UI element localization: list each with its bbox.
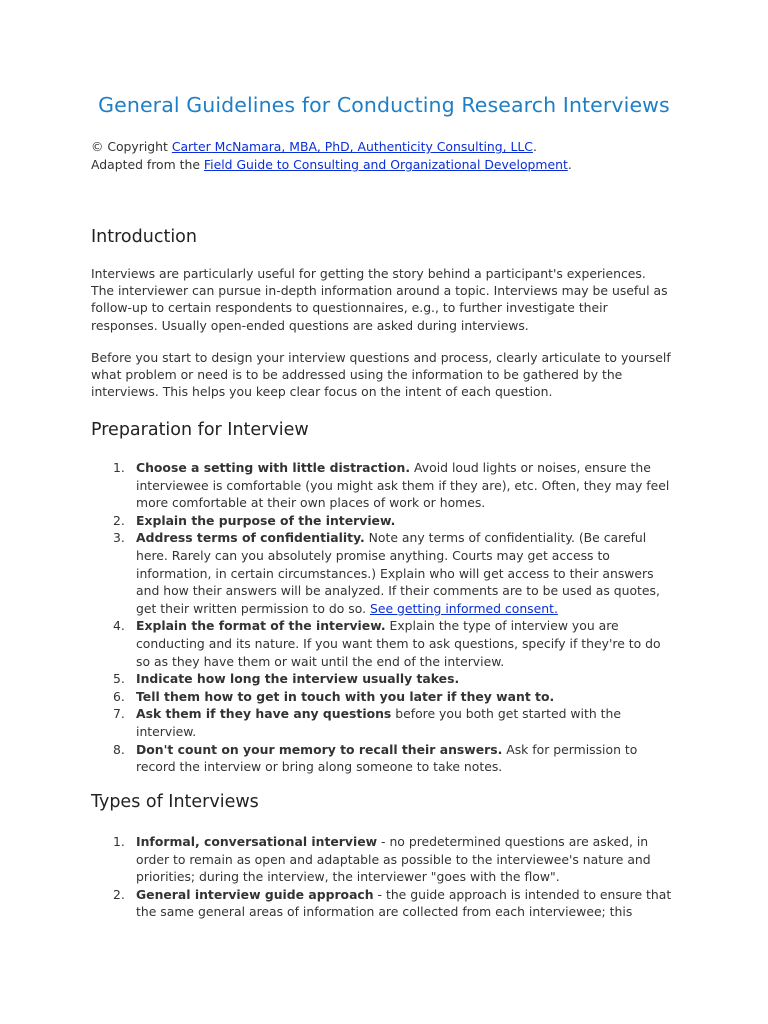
list-item xyxy=(91,617,677,670)
list-item-title: Indicate how long the interview usually takes. xyxy=(136,671,460,687)
informed-consent-link[interactable]: See getting informed consent. xyxy=(369,600,558,616)
list-item-title: Don't count on your memory to recall their answers. xyxy=(136,741,503,757)
author-link[interactable]: Carter McNamara, MBA, PhD, Authenticity Consulting, LLC xyxy=(171,139,533,154)
list-item-title: Tell them how to get in touch with you later if they want to. xyxy=(136,688,555,704)
list-item-title: Explain the purpose of the interview. xyxy=(136,512,396,528)
adapted-line xyxy=(91,156,572,174)
list-number: 1. xyxy=(113,834,125,849)
intro-paragraph-1: Interviews are particularly useful for getting the story behind a participant's experiences. The interviewer can pursue in-depth information around a topic. Interviews may be useful as follow-up to certain respondents to questionnaires, e.g., to further investigate their responses. Usually open-ended questions are asked during interviews. xyxy=(91,266,668,333)
list-item xyxy=(91,688,677,706)
adapted-prefix: Adapted from the xyxy=(91,157,204,172)
list-item-text: Ask for permission to record the interview or bring along someone to take notes. xyxy=(136,741,638,775)
list-item-title: Address terms of confidentiality. xyxy=(136,530,365,546)
adapted-suffix: . xyxy=(567,157,572,172)
list-item-text: Note any terms of confidentiality. (Be careful here. Rarely can you absolutely promise anything. Courts may get access to information, in certain circumstances.) Explain who will get access to their answers and how their answers will be analyzed. If their comments are to be used as quotes, get their written permission to do so. xyxy=(136,530,660,616)
attribution xyxy=(91,138,572,174)
list-item-text: Avoid loud lights or noises, ensure the interviewee is comfortable (you might ask them if they are), etc. Often, they may feel more comfortable at their own places of work or homes. xyxy=(136,460,670,511)
list-item xyxy=(91,833,677,886)
list-item-text: - no predetermined questions are asked, in order to remain as open and adaptable as possible to the interviewee's nature and priorities; during the interview, the interviewer "goes with the flow". xyxy=(136,834,651,885)
page-title: General Guidelines for Conducting Research Interviews xyxy=(98,93,670,117)
preparation-list xyxy=(91,459,677,776)
list-number: 5. xyxy=(113,671,125,687)
types-heading: Types of Interviews xyxy=(91,792,259,812)
copyright-prefix: © Copyright xyxy=(91,139,172,154)
list-number: 1. xyxy=(113,460,125,475)
introduction-heading: Introduction xyxy=(91,227,197,247)
list-item xyxy=(91,705,677,740)
list-item-title: Choose a setting with little distraction. xyxy=(136,460,411,475)
list-item-title: General interview guide approach xyxy=(136,886,374,902)
field-guide-link[interactable]: Field Guide to Consulting and Organizational Development xyxy=(203,157,568,172)
list-item xyxy=(91,886,677,921)
list-item-title: Informal, conversational interview xyxy=(136,834,378,849)
list-item xyxy=(91,512,677,530)
list-number: 6. xyxy=(113,688,125,704)
list-item-title: Ask them if they have any questions xyxy=(136,706,392,722)
list-item xyxy=(91,459,677,512)
list-item xyxy=(91,741,677,776)
copyright-line xyxy=(91,138,572,156)
preparation-heading: Preparation for Interview xyxy=(91,420,309,440)
intro-paragraph-2: Before you start to design your interview questions and process, clearly articulate to yourself what problem or need is to be addressed using the information to be gathered by the interviews. This helps you keep clear focus on the intent of each question. xyxy=(91,350,671,400)
list-item xyxy=(91,529,677,617)
list-item-text: before you both get started with the interview. xyxy=(136,706,621,739)
list-number: 2. xyxy=(113,886,125,902)
list-item xyxy=(91,670,677,688)
list-number: 2. xyxy=(113,512,125,528)
list-number: 7. xyxy=(113,706,125,722)
list-item-text: - the guide approach is intended to ensure that the same general areas of information are collected from each interviewee; this xyxy=(136,886,672,920)
list-number: 4. xyxy=(113,618,125,634)
list-number: 3. xyxy=(113,530,125,546)
list-number: 8. xyxy=(113,741,125,757)
copyright-suffix: . xyxy=(532,139,537,154)
list-item-text: Explain the type of interview you are conducting and its nature. If you want them to ask questions, specify if they're to do so as they have them or wait until the end of the interview. xyxy=(136,618,661,669)
types-list xyxy=(91,833,677,921)
list-item-title: Explain the format of the interview. xyxy=(136,618,386,634)
